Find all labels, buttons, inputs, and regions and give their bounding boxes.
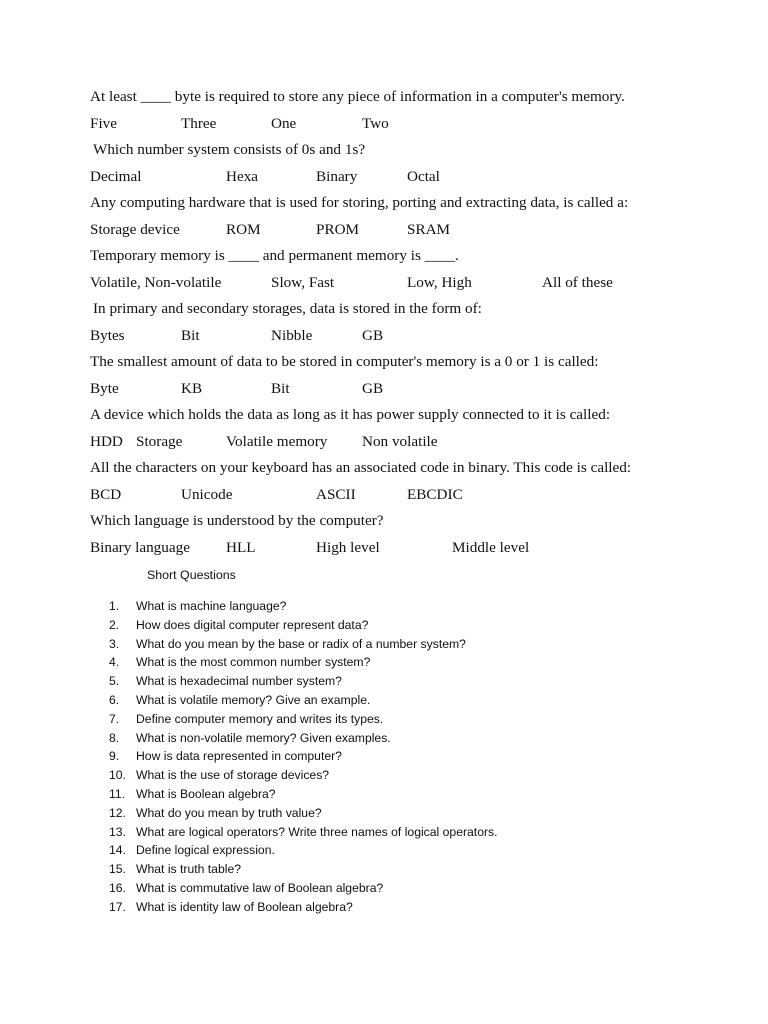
mcq-question-9: Which language is understood by the computer?	[90, 512, 384, 529]
mcq-options-2	[90, 168, 730, 195]
list-number: 15.	[109, 862, 126, 877]
mcq-option: HLL	[226, 538, 256, 556]
list-text: What is hexadecimal number system?	[136, 674, 342, 689]
mcq-option: Nibble	[271, 326, 313, 344]
mcq-options-8	[90, 486, 730, 513]
mcq-option: Five	[90, 114, 118, 132]
mcq-option: Volatile memory	[226, 432, 328, 450]
list-text: What is non-volatile memory? Given examples.	[136, 730, 391, 745]
mcq-options-4	[90, 274, 730, 301]
list-text: Define computer memory and writes its types.	[136, 711, 384, 726]
list-text: What is commutative law of Boolean algebra?	[136, 880, 384, 895]
list-number: 6.	[109, 692, 120, 707]
mcq-option: Storage	[136, 432, 183, 450]
mcq-question-3: Any computing hardware that is used for storing, porting and extracting data, is called a:	[90, 194, 629, 211]
short-questions-list	[109, 597, 498, 917]
mcq-option: Three	[181, 114, 217, 132]
list-item	[109, 653, 498, 672]
mcq-option: Bit	[271, 379, 290, 397]
mcq-option: KB	[181, 379, 203, 397]
list-text: What are logical operators? Write three names of logical operators.	[136, 824, 498, 839]
mcq-option: Storage device	[90, 220, 180, 238]
list-item	[109, 616, 498, 635]
list-text: What is identity law of Boolean algebra?	[136, 899, 353, 914]
list-text: What is the most common number system?	[136, 655, 371, 670]
list-text: What is volatile memory? Give an example.	[136, 692, 371, 707]
mcq-option: Two	[362, 114, 389, 132]
mcq-option: GB	[362, 379, 384, 397]
mcq-option: Octal	[407, 167, 440, 185]
list-text: What is the use of storage devices?	[136, 768, 330, 783]
mcq-option: Bit	[181, 326, 200, 344]
list-text: What is truth table?	[136, 862, 241, 877]
list-number: 1.	[109, 599, 120, 613]
list-number: 7.	[109, 711, 120, 726]
list-item	[109, 747, 498, 766]
mcq-option: HDD	[90, 432, 123, 450]
list-number: 11.	[109, 786, 126, 801]
mcq-options-5	[90, 327, 730, 354]
mcq-question-7: A device which holds the data as long as it has power supply connected to it is called:	[90, 406, 611, 423]
short-questions-heading: Short Questions	[147, 568, 236, 582]
list-item	[109, 804, 498, 823]
mcq-question-1: At least ____ byte is required to store any piece of information in a computer's memory.	[90, 88, 625, 105]
list-text: How does digital computer represent data?	[136, 617, 369, 632]
list-item	[109, 710, 498, 729]
mcq-option: BCD	[90, 485, 122, 503]
mcq-option: GB	[362, 326, 384, 344]
mcq-option: Volatile, Non-volatile	[90, 273, 222, 291]
list-item	[109, 672, 498, 691]
mcq-question-6: The smallest amount of data to be stored in computer's memory is a 0 or 1 is called:	[90, 353, 599, 370]
list-text: What is Boolean algebra?	[136, 786, 276, 801]
mcq-option: PROM	[316, 220, 360, 238]
mcq-option: Byte	[90, 379, 119, 397]
mcq-option: One	[271, 114, 297, 132]
mcq-question-4: Temporary memory is ____ and permanent memory is ____.	[90, 247, 459, 264]
mcq-option: Unicode	[181, 485, 233, 503]
list-item	[109, 879, 498, 898]
mcq-option: Hexa	[226, 167, 259, 185]
list-number: 3.	[109, 636, 120, 651]
list-text: What do you mean by truth value?	[136, 805, 322, 820]
mcq-question-8: All the characters on your keyboard has an associated code in binary. This code is called:	[90, 459, 632, 476]
mcq-option: All of these	[542, 273, 613, 291]
list-number: 5.	[109, 674, 120, 689]
list-item	[109, 898, 498, 917]
mcq-option: Decimal	[90, 167, 142, 185]
mcq-option: High level	[316, 538, 380, 556]
list-number: 12.	[109, 805, 126, 820]
mcq-option: Bytes	[90, 326, 125, 344]
mcq-option: Non volatile	[362, 432, 438, 450]
list-item	[109, 841, 498, 860]
mcq-option: EBCDIC	[407, 485, 463, 503]
list-item	[109, 766, 498, 785]
mcq-options-6	[90, 380, 730, 407]
list-number: 17.	[109, 899, 126, 914]
list-number: 2.	[109, 617, 120, 632]
list-number: 16.	[109, 880, 126, 895]
list-item	[109, 729, 498, 748]
mcq-section	[90, 88, 730, 565]
list-number: 4.	[109, 655, 120, 670]
list-text: What do you mean by the base or radix of a number system?	[136, 636, 466, 651]
list-number: 8.	[109, 730, 120, 745]
list-item	[109, 785, 498, 804]
list-item	[109, 860, 498, 879]
list-number: 9.	[109, 749, 120, 764]
mcq-option: Slow, Fast	[271, 273, 335, 291]
mcq-option: SRAM	[407, 220, 451, 238]
mcq-option: Low, High	[407, 273, 472, 291]
list-number: 10.	[109, 768, 126, 783]
list-item	[109, 597, 498, 616]
mcq-options-1	[90, 115, 730, 142]
mcq-question-2: Which number system consists of 0s and 1s?	[93, 141, 366, 158]
list-item	[109, 823, 498, 842]
mcq-options-7	[90, 433, 730, 460]
list-text: Define logical expression.	[136, 843, 275, 858]
list-text: How is data represented in computer?	[136, 749, 342, 764]
list-number: 13.	[109, 824, 126, 839]
mcq-option: ROM	[226, 220, 261, 238]
mcq-option: Middle level	[452, 538, 530, 556]
list-text: What is machine language?	[136, 599, 287, 613]
mcq-options-9	[90, 539, 730, 566]
list-item	[109, 691, 498, 710]
mcq-option: Binary language	[90, 538, 190, 556]
list-item	[109, 635, 498, 654]
mcq-options-3	[90, 221, 730, 248]
mcq-option: ASCII	[316, 485, 356, 503]
mcq-option: Binary	[316, 167, 358, 185]
mcq-question-5: In primary and secondary storages, data is stored in the form of:	[93, 300, 482, 317]
list-number: 14.	[109, 843, 126, 858]
